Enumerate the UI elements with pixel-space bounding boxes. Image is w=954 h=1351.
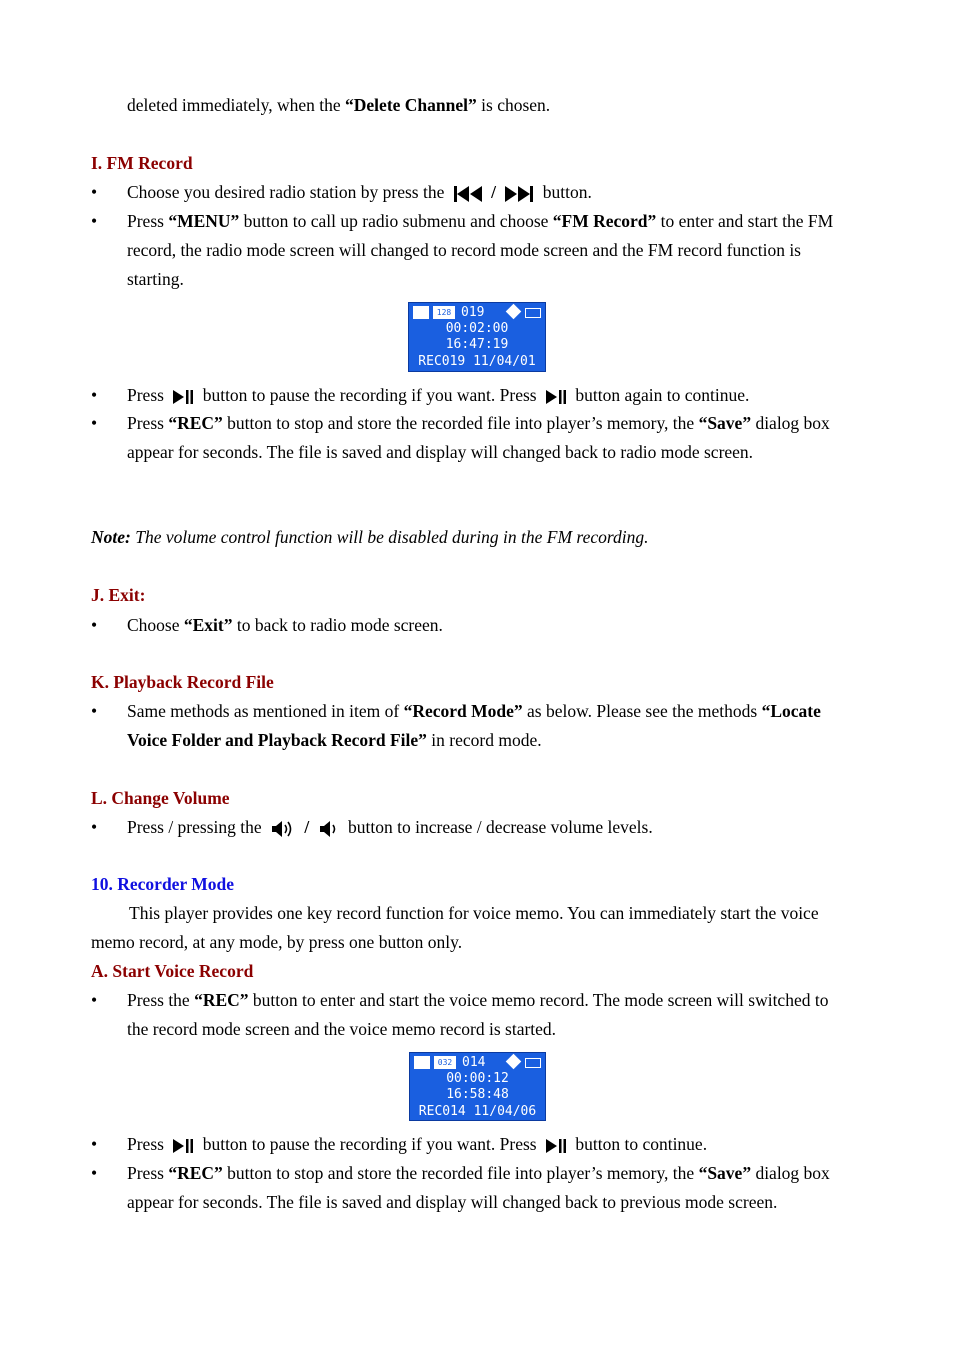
text: Same methods as mentioned in item of: [127, 701, 404, 721]
text: as below. Please see the methods: [522, 701, 762, 721]
mic-icon: [414, 1056, 430, 1069]
separator: /: [304, 817, 310, 837]
text: Press: [127, 1134, 164, 1154]
text: button to stop and store the recorded file into player’s memory, the: [222, 1163, 699, 1183]
note-text: The volume control function will be disabled during in the FM recording.: [130, 527, 649, 547]
heading-change-volume: L. Change Volume: [91, 788, 230, 808]
bitrate-badge: 032: [434, 1056, 456, 1069]
clock-time: 16:47:19: [445, 337, 509, 352]
play-pause-icon: [545, 389, 567, 405]
text: Choose: [127, 615, 184, 635]
heading-recorder-mode: 10. Recorder Mode: [91, 874, 235, 894]
text-bold: “REC”: [194, 990, 249, 1010]
text: button to enter and start the voice memo record. The mode screen will switched to the record mode screen and the voice memo record is started.: [127, 990, 829, 1039]
heading-fm-record: I. FM Record: [91, 153, 193, 173]
separator: /: [491, 182, 497, 202]
text: button.: [542, 182, 592, 202]
text: Press / pressing the: [127, 817, 262, 837]
continuation-line: [127, 91, 851, 120]
text-bold: “Save”: [698, 1163, 752, 1183]
text: Press the: [127, 990, 195, 1010]
text-bold: “Exit”: [183, 615, 233, 635]
text-bold: “Record Mode”: [403, 701, 523, 721]
battery-icon: [525, 1058, 541, 1068]
text: button to increase / decrease volume levels.: [348, 817, 653, 837]
bullet: •: [91, 1134, 98, 1154]
text-bold: “REC”: [168, 1163, 223, 1183]
volume-up-icon: [270, 819, 296, 839]
text: button to pause the recording if you want. Press: [202, 1134, 537, 1154]
text: Press: [127, 413, 169, 433]
record-number: 019: [461, 305, 485, 320]
diamond-icon: [506, 1054, 522, 1070]
radio-icon: [413, 306, 429, 319]
bullet: •: [91, 211, 98, 231]
bitrate-badge: 128: [433, 306, 455, 319]
text: Press: [127, 1163, 169, 1183]
text: Press: [127, 385, 164, 405]
text: button to pause the recording if you want. Press: [202, 385, 537, 405]
note: [91, 523, 851, 552]
text-bold: “MENU”: [168, 211, 240, 231]
battery-icon: [525, 308, 541, 318]
bullet: •: [91, 1163, 98, 1183]
record-time: 00:00:12: [446, 1071, 509, 1086]
file-name: REC019 11/04/01: [418, 354, 536, 369]
play-pause-icon: [172, 389, 194, 405]
text: Press: [127, 211, 169, 231]
text: is chosen.: [476, 95, 551, 115]
record-time: 00:02:00: [445, 321, 509, 336]
bullet: •: [91, 413, 98, 433]
bullet: •: [91, 990, 98, 1010]
heading-exit: J. Exit:: [91, 585, 146, 605]
text: to back to radio mode screen.: [232, 615, 443, 635]
record-number: 014: [462, 1055, 486, 1070]
skip-forward-icon: [504, 185, 534, 203]
text: button to stop and store the recorded file into player’s memory, the: [222, 413, 699, 433]
text-bold: “Locate Voice Folder and Playback Record File”: [127, 701, 821, 750]
text: button to call up radio submenu and choose: [239, 211, 553, 231]
text: button to continue.: [575, 1134, 708, 1154]
clock-time: 16:58:48: [446, 1087, 509, 1102]
bullet: •: [91, 385, 98, 405]
text: dialog box appear for seconds. The file is saved and display will changed back to radio mode screen.: [127, 413, 830, 462]
file-name: REC014 11/04/06: [418, 1104, 537, 1119]
play-pause-icon: [545, 1138, 567, 1154]
bullet: •: [91, 182, 98, 202]
text: Choose you desired radio station by press the: [127, 182, 445, 202]
play-pause-icon: [172, 1138, 194, 1154]
text-bold: “Save”: [698, 413, 752, 433]
heading-playback: K. Playback Record File: [91, 672, 274, 692]
text: deleted immediately, when the: [127, 95, 346, 115]
note-label: Note:: [91, 527, 131, 547]
text: to enter and start the FM record, the radio mode screen will changed to record mode screen and the FM record function is starting.: [127, 211, 834, 289]
intro-paragraph: This player provides one key record function for voice memo. You can immediately start the voice memo record, at any mode, by press one button only.: [91, 903, 819, 952]
record-mode-screen-image: [408, 302, 546, 372]
bullet: •: [91, 701, 98, 721]
text: in record mode.: [426, 730, 542, 750]
text-bold: “FM Record”: [552, 211, 657, 231]
bullet: •: [91, 817, 98, 837]
diamond-icon: [506, 304, 522, 320]
text-bold: “REC”: [168, 413, 223, 433]
text: dialog box appear for seconds. The file is saved and display will changed back to previous mode screen.: [127, 1163, 830, 1212]
skip-back-icon: [453, 185, 483, 203]
voice-record-screen-image: [409, 1052, 546, 1121]
text: button again to continue.: [575, 385, 750, 405]
text-bold: “Delete Channel”: [345, 95, 477, 115]
bullet: •: [91, 615, 98, 635]
volume-down-icon: [318, 819, 340, 839]
heading-start-voice-record: A. Start Voice Record: [91, 961, 254, 981]
